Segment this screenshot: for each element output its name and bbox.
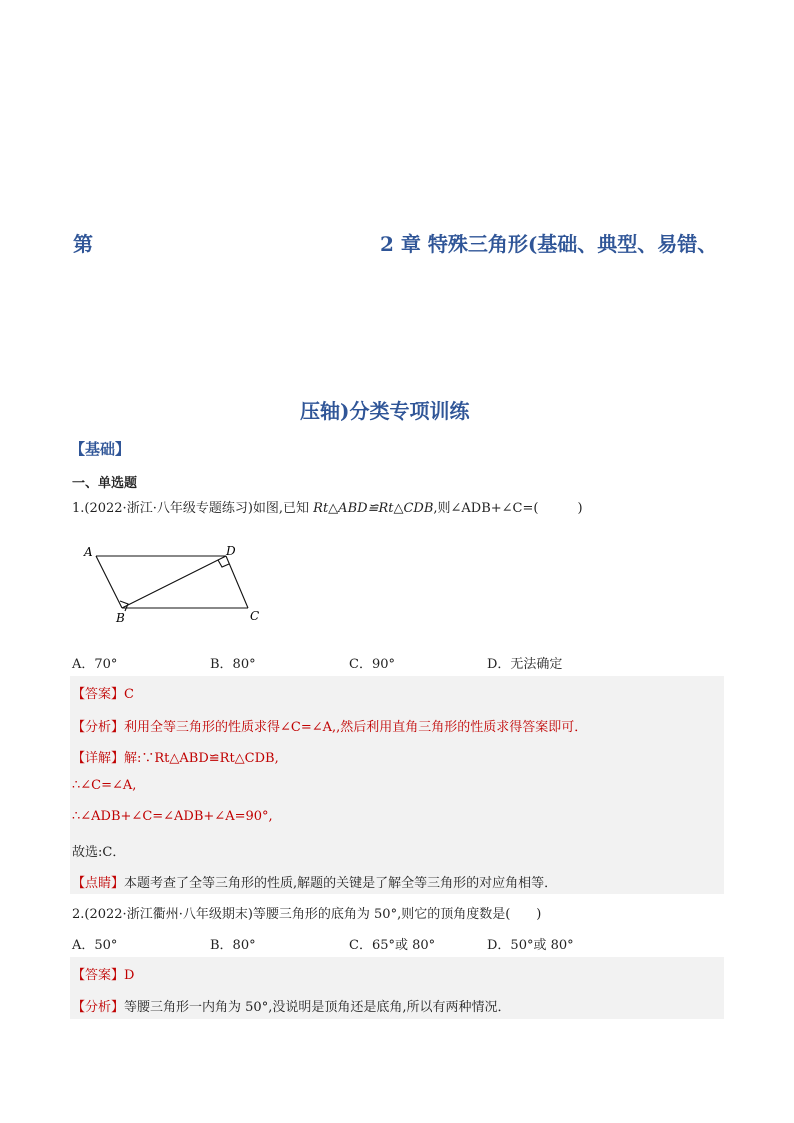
q1-comment	[72, 872, 557, 891]
q2-option-c: C．65°或 80°	[349, 938, 436, 953]
subsection-heading: 一、单选题	[72, 476, 138, 491]
segment-dc	[226, 556, 248, 608]
q1-detail-line-1	[72, 747, 279, 766]
q2-analysis-tag: 【分析】	[72, 1000, 125, 1015]
q1-option-b: B．80°	[210, 657, 256, 672]
q2-option-d: D．50°或 80°	[487, 938, 574, 953]
q1-detail-line-4: 故选:C．	[72, 845, 126, 860]
q2-answer	[72, 964, 134, 983]
q1-answer-block	[70, 676, 724, 894]
title-part-1: 第	[73, 232, 93, 256]
title-part-3: 压轴)分类专项训练	[300, 399, 470, 423]
q2-option-b: B．80°	[210, 938, 256, 953]
q1-option-c: C．90°	[349, 657, 395, 672]
label-d: D	[226, 544, 236, 558]
q1-detail-text-1: 解:∵Rt△ABD≌Rt△CDB,	[124, 751, 279, 766]
q2-analysis	[72, 996, 510, 1015]
segment-ab	[96, 556, 122, 608]
segment-bd	[122, 556, 226, 608]
section-heading: 【基础】	[70, 440, 131, 458]
question-1-stem-formula: Rt△ABD≌Rt△CDB	[313, 501, 434, 516]
q1-detail-line-2: ∴∠C=∠A,	[72, 778, 137, 793]
q1-analysis-tag: 【分析】	[72, 720, 125, 735]
right-angle-mark-d	[218, 560, 229, 567]
title-part-2: 2 章 特殊三角形(基础、典型、易错、	[380, 232, 718, 256]
q2-option-a: A．50°	[72, 938, 118, 953]
parallelogram-figure	[80, 540, 270, 630]
q1-option-a: A．70°	[72, 657, 118, 672]
label-b: B	[116, 611, 125, 625]
label-c: C	[250, 609, 260, 623]
q2-answer-tag: 【答案】	[72, 968, 125, 983]
q1-option-d: D．无法确定	[487, 657, 563, 672]
q2-answer-value: D	[124, 968, 135, 983]
q1-answer	[72, 683, 134, 702]
q1-comment-tag: 【点睛】	[72, 876, 125, 891]
question-2-stem: 2.(2022·浙江衢州·八年级期末)等腰三角形的底角为 50°,则它的顶角度数是( )	[72, 907, 542, 922]
q1-answer-tag: 【答案】	[72, 687, 125, 702]
q1-comment-text: 本题考查了全等三角形的性质,解题的关键是了解全等三角形的对应角相等．	[124, 876, 558, 891]
q2-analysis-text: 等腰三角形一内角为 50°,没说明是顶角还是底角,所以有两种情况．	[124, 1000, 511, 1015]
question-1-stem-suffix: ,则∠ADB+∠C=( )	[433, 501, 583, 516]
q1-analysis-text: 利用全等三角形的性质求得∠C=∠A,,然后利用直角三角形的性质求得答案即可．	[124, 720, 588, 735]
question-1-stem-prefix: 1.(2022·浙江·八年级专题练习)如图,已知	[72, 501, 314, 516]
question-1-stem	[72, 497, 583, 516]
q1-analysis	[72, 716, 587, 735]
q1-detail-line-3: ∴∠ADB+∠C=∠ADB+∠A=90°,	[72, 809, 273, 824]
q1-detail-tag: 【详解】	[72, 751, 125, 766]
label-a: A	[84, 545, 93, 559]
q1-answer-value: C	[124, 687, 134, 702]
